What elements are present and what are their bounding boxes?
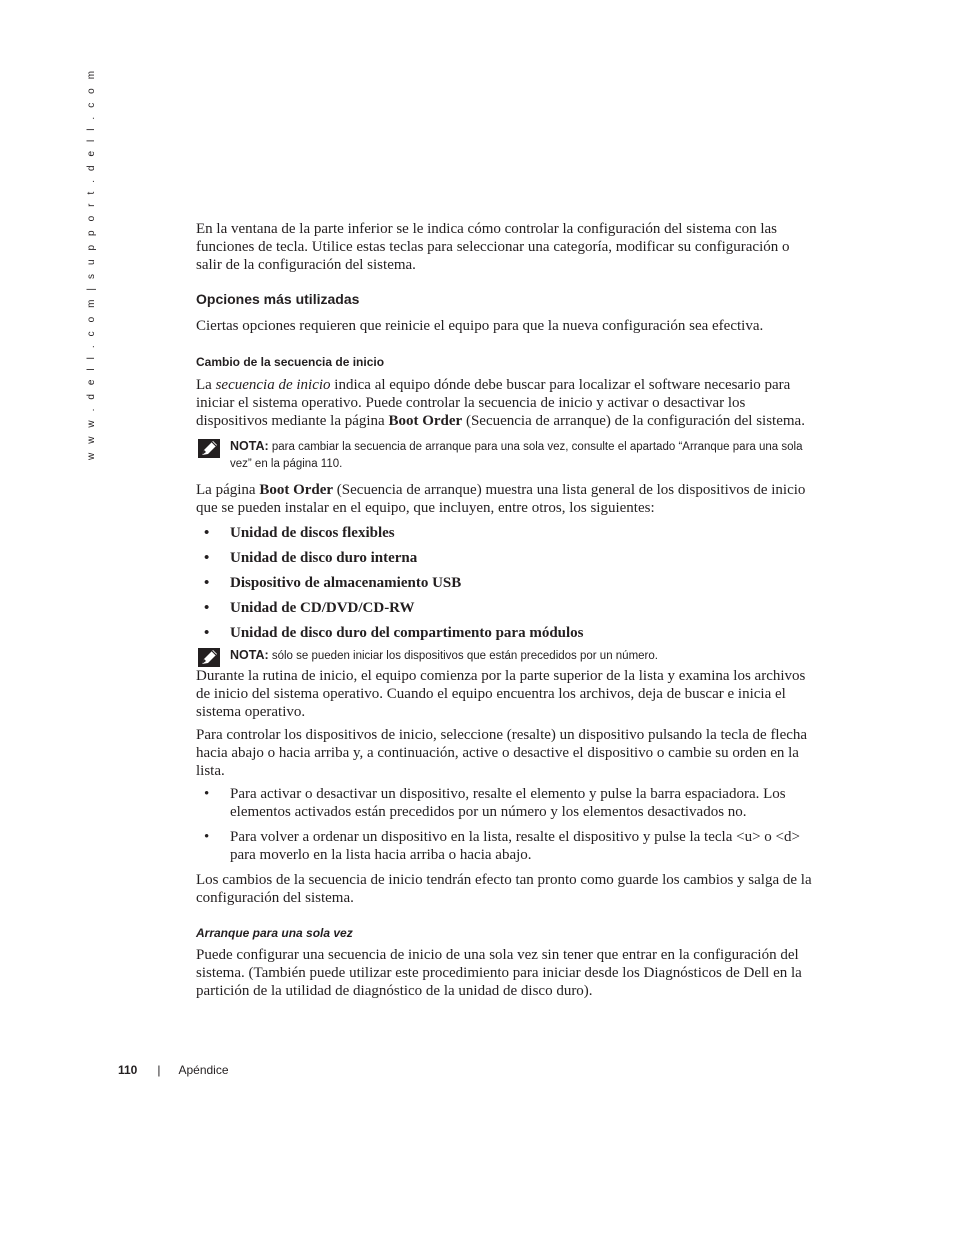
text-run: (Secuencia de arranque) de la configuración del sistema. xyxy=(462,413,805,429)
control-devices-paragraph: Para controlar los dispositivos de inicio, seleccione (resalte) un dispositivo pulsando la tecla de flecha hacia abajo o hacia arriba y, a continuación, active o desactive el dispositivo o cambie su orden en la lista. xyxy=(196,727,808,779)
boot-device-list xyxy=(196,524,816,642)
list-item xyxy=(196,599,816,617)
note-numbered-devices xyxy=(196,647,816,665)
footer-section-name: Apéndice xyxy=(178,1063,229,1077)
bullet-dot: • xyxy=(204,625,210,641)
text-run: (Secuencia de arranque) muestra una lista general de los dispositivos de inicio que se pueden instalar en el equipo, que incluyen, entre otros, los siguientes: xyxy=(196,482,806,516)
list-item xyxy=(196,624,816,642)
list-item-text: Para activar o desactivar un dispositivo, resalte el elemento y pulse la barra espaciadora. Los elementos activados están precedidos por un número y los elementos desactivados no. xyxy=(230,786,786,820)
bullet-dot: • xyxy=(204,525,210,541)
sidebar-url: w w w . d e l l . c o m | s u p p o r t . d e l l . c o m xyxy=(86,67,97,460)
note-pencil-icon xyxy=(198,648,220,667)
footer-separator: | xyxy=(157,1063,161,1077)
list-item xyxy=(196,828,816,864)
section-heading-common-options: Opciones más utilizadas xyxy=(196,291,360,307)
text-run: La página xyxy=(196,482,260,498)
list-item-text: Unidad de disco duro del compartimento para módulos xyxy=(230,625,584,641)
term-boot-order: Boot Order xyxy=(259,482,334,498)
bullet-dot: • xyxy=(204,786,210,802)
intro-paragraph: En la ventana de la parte inferior se le indica cómo controlar la configuración del sistema con las funciones de tecla. Utilice estas teclas para seleccionar una categoría, modificar su configuración o salir de la configuración del sistema. xyxy=(196,221,790,273)
term-boot-sequence: secuencia de inicio xyxy=(215,377,331,393)
page-number: 110 xyxy=(118,1063,138,1077)
subsection-heading-boot-sequence: Cambio de la secuencia de inicio xyxy=(196,355,385,369)
bullet-dot: • xyxy=(204,575,210,591)
note-one-time-boot xyxy=(196,438,816,473)
subsection-heading-one-time-boot: Arranque para una sola vez xyxy=(196,926,353,940)
list-item-text: Unidad de discos flexibles xyxy=(230,525,395,541)
note-text: para cambiar la secuencia de arranque para una sola vez, consulte el apartado “Arranque para una sola vez” en la página 110. xyxy=(230,441,803,470)
bullet-dot: • xyxy=(204,600,210,616)
term-boot-order: Boot Order xyxy=(388,413,463,429)
boot-order-paragraph xyxy=(196,481,816,517)
control-steps-list xyxy=(196,785,816,864)
page-footer xyxy=(118,1062,229,1078)
list-item-text: Para volver a ordenar un dispositivo en la lista, resalte el dispositivo y pulse la tecla <u> o <d> para moverlo en la lista hacia arriba o hacia abajo. xyxy=(230,829,800,863)
list-item xyxy=(196,549,816,567)
list-item xyxy=(196,524,816,542)
list-item-text: Unidad de CD/DVD/CD-RW xyxy=(230,600,415,616)
note-label: NOTA: xyxy=(230,648,269,662)
note-label: NOTA: xyxy=(230,439,269,453)
list-item-text: Dispositivo de almacenamiento USB xyxy=(230,575,462,591)
one-time-boot-paragraph: Puede configurar una secuencia de inicio de una sola vez sin tener que entrar en la configuración del sistema. (También puede utilizar este procedimiento para iniciar desde los Diagnósticos de Dell en la partición de la utilidad de diagnóstico de la unidad de disco duro). xyxy=(196,947,802,999)
bullet-dot: • xyxy=(204,829,210,845)
page-content xyxy=(196,220,816,1000)
text-run: La xyxy=(196,377,216,393)
list-item xyxy=(196,574,816,592)
text-run: indica al equipo dónde debe buscar para localizar el software necesario para iniciar el sistema operativo. Puede controlar la secuencia de inicio y activar o desactivar los dispositivos mediante la página xyxy=(196,377,791,429)
list-item xyxy=(196,785,816,821)
boot-routine-paragraph: Durante la rutina de inicio, el equipo comienza por la parte superior de la lista y examina los archivos de inicio del sistema operativo. Cuando el equipo encuentra los archivos, deja de buscar e inicia el sistema operativo. xyxy=(196,668,806,720)
boot-sequence-paragraph xyxy=(196,376,816,430)
restart-paragraph: Ciertas opciones requieren que reinicie el equipo para que la nueva configuración sea efectiva. xyxy=(196,318,764,334)
effect-paragraph: Los cambios de la secuencia de inicio tendrán efecto tan pronto como guarde los cambios y salga de la configuración del sistema. xyxy=(196,872,812,906)
note-pencil-icon xyxy=(198,439,220,458)
note-text: sólo se pueden iniciar los dispositivos que están precedidos por un número. xyxy=(268,650,658,662)
bullet-dot: • xyxy=(204,550,210,566)
list-item-text: Unidad de disco duro interna xyxy=(230,550,418,566)
